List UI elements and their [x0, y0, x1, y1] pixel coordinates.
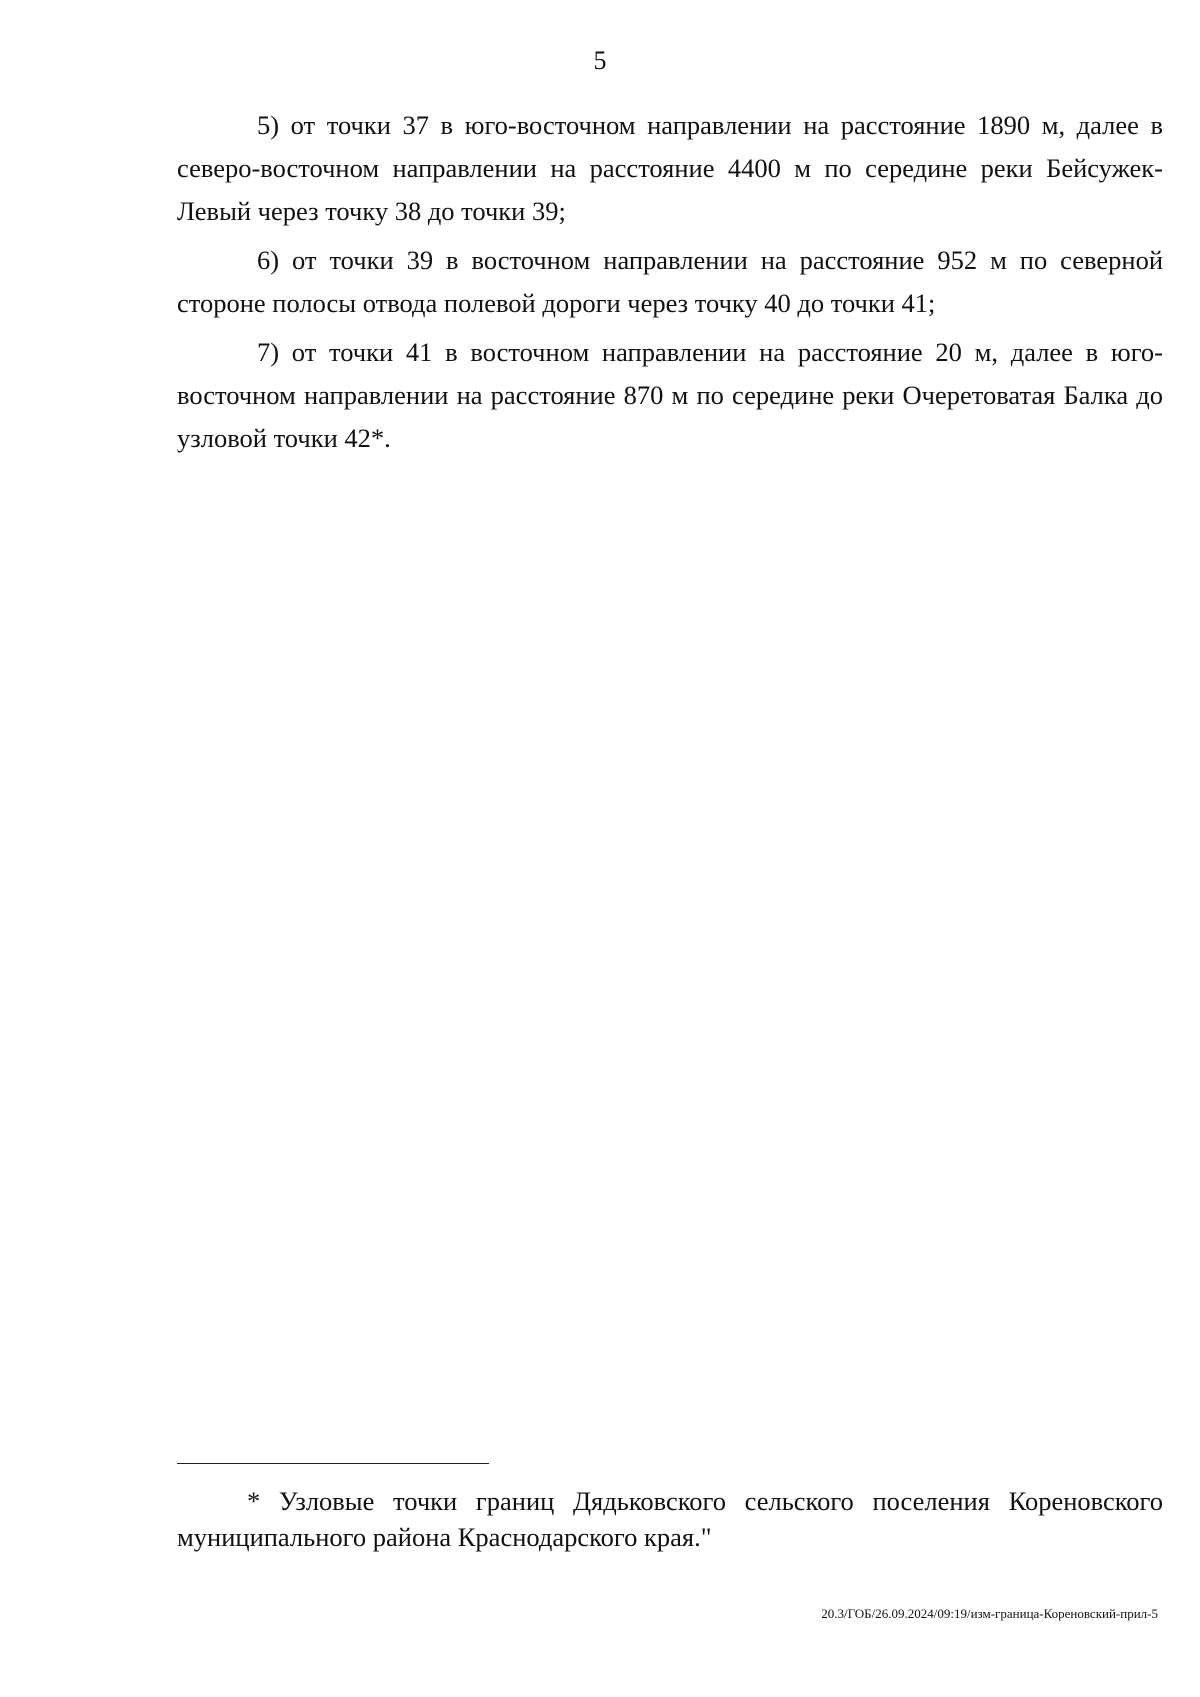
- paragraph-6: 6) от точки 39 в восточном направлении на расстояние 952 м по северной стороне полосы отвода полевой дороги через точку 40 до точки 41;: [177, 245, 1163, 318]
- page-number: 5: [593, 46, 607, 75]
- footnote: * Узловые точки границ Дядьковского сельского поселения Кореновского муниципального района Краснодарского края.": [177, 1486, 1163, 1552]
- document-id: 20.3/ГОБ/26.09.2024/09:19/изм-граница-Кореновский-прил-5: [821, 1606, 1158, 1621]
- footnote-separator: [177, 1463, 489, 1464]
- paragraph-7: 7) от точки 41 в восточном направлении на расстояние 20 м, далее в юго-восточном направлении на расстояние 870 м по середине реки Очеретоватая Балка до узловой точки 42*.: [177, 337, 1163, 453]
- body-text: [177, 104, 1163, 466]
- paragraph-5: 5) от точки 37 в юго-восточном направлении на расстояние 1890 м, далее в северо-восточном направлении на расстояние 4400 м по середине реки Бейсужек-Левый через точку 38 до точки 39;: [177, 110, 1163, 226]
